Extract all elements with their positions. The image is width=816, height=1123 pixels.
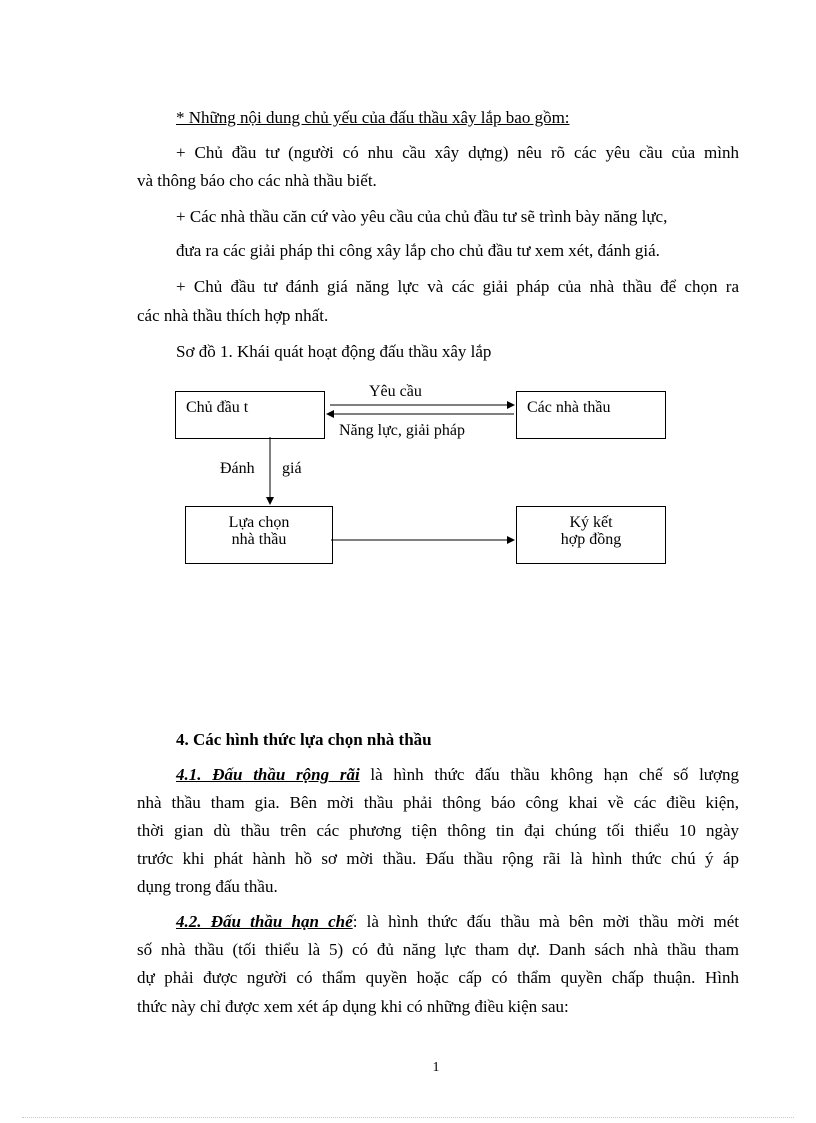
label-evaluate-1: Đánh [220, 460, 255, 477]
box-select-label-2: nhà thầu [231, 531, 287, 548]
s41-line-1 [176, 765, 739, 785]
box-select-label-1: Lựa chọn [228, 514, 290, 531]
paragraph-owner-l1: + Chủ đầu tư (người có nhu cầu xây dựng) nêu rõ các yêu cầu của mình [176, 143, 739, 162]
box-owner-label: Chủ đầu t [186, 399, 249, 416]
label-evaluate-2: giá [282, 460, 302, 477]
box-sign-label-1: Ký kết [569, 514, 613, 531]
s41-line-3: thời gian dù thầu trên các phương tiện thông tin đại chúng tối thiểu 10 ngày [137, 821, 739, 840]
s42-line-4: thức này chỉ được xem xét áp dụng khi có những điều kiện sau: [137, 997, 569, 1016]
section4-heading: 4. Các hình thức lựa chọn nhà thầu [176, 730, 432, 749]
paragraph-contractors-l1: + Các nhà thầu căn cứ vào yêu cầu của chủ đầu tư sẽ trình bày năng lực, [176, 207, 668, 226]
s41-title: 4.1. Đấu thầu rộng rãi [176, 765, 360, 784]
s42-line-1-rest: : là hình thức đấu thầu mà bên mời thầu mời mét [352, 912, 739, 931]
s41-line-5: dụng trong đấu thầu. [137, 877, 278, 896]
s42-line-3: dự phải được người có thẩm quyền hoặc cấp có thẩm quyền chấp thuận. Hình [137, 968, 739, 987]
label-request: Yêu cầu [369, 383, 422, 400]
paragraph-contractors-l2: đưa ra các giải pháp thi công xây lắp cho chủ đầu tư xem xét, đánh giá. [176, 241, 660, 260]
paragraph-evaluate-l1: + Chủ đầu tư đánh giá năng lực và các giải pháp của nhà thầu để chọn ra [176, 277, 739, 296]
s41-line-1-rest: là hình thức đấu thầu không hạn chế số lượng [359, 765, 739, 784]
paragraph-evaluate-l2: các nhà thầu thích hợp nhất. [137, 306, 329, 325]
label-capacity: Năng lực, giải pháp [339, 422, 465, 439]
s42-line-1 [176, 912, 739, 932]
page-bottom-border [22, 1117, 794, 1118]
box-sign-label-2: hợp đồng [560, 531, 622, 548]
s41-line-2: nhà thầu tham gia. Bên mời thầu phải thông báo công khai về các điều kiện, [137, 793, 739, 812]
content-heading: * Những nội dung chủ yếu của đấu thầu xây lắp bao gồm: [176, 108, 570, 127]
s42-line-2: số nhà thầu (tối thiểu là 5) có đủ năng lực tham dự. Danh sách nhà thầu tham [137, 940, 739, 959]
paragraph-owner-l2: và thông báo cho các nhà thầu biết. [137, 171, 377, 190]
diagram-caption: Sơ đồ 1. Khái quát hoạt động đấu thầu xây lắp [176, 342, 492, 361]
s42-title: 4.2. Đấu thầu hạn chế [176, 912, 353, 931]
box-contractors-label: Các nhà thầu [527, 399, 611, 416]
page-number: 1 [432, 1060, 440, 1075]
s41-line-4: trước khi phát hành hồ sơ mời thầu. Đấu thầu rộng rãi là hình thức chú ý áp [137, 849, 739, 868]
